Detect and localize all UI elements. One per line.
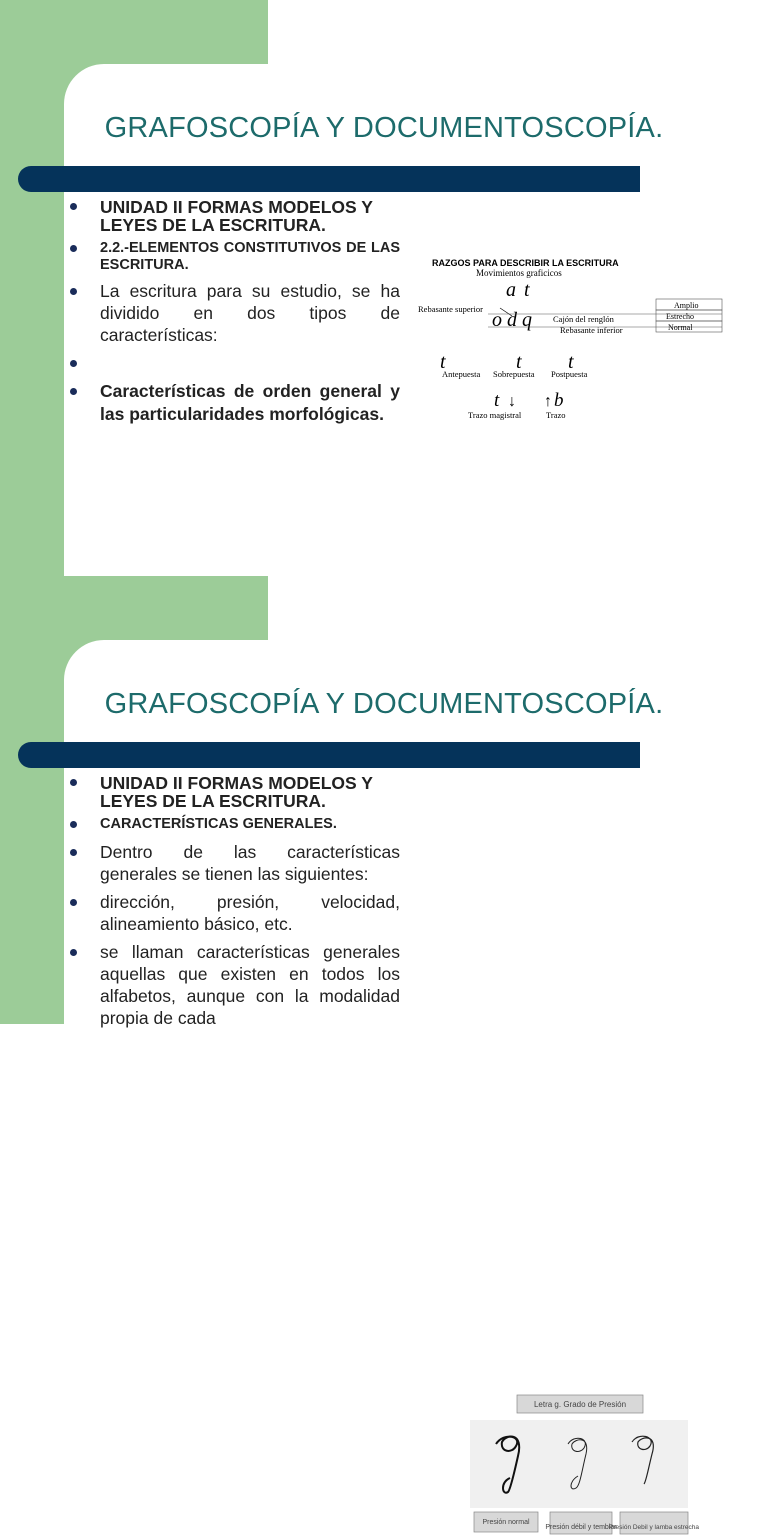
list-item: se llaman características generales aquellas que existen en todos los alfabetos, aunque con la modalidad propia de cada [70,941,400,1029]
list-item: Características de orden general y las particularidades morfológicas. [70,380,400,426]
pressure-figure [466,1394,699,1539]
label-rebasante-superior: Rebasante superior [418,304,483,314]
svg-text:t: t [524,279,530,301]
svg-text:t: t [516,351,522,373]
label-cajon: Cajón del renglón [553,314,614,324]
svg-text:t: t [494,390,500,411]
title-underline-bar [18,166,640,192]
figure-subheading: Movimientos graficicos [476,268,562,278]
arrow-up-icon: ↑ [544,393,552,410]
bullet-icon [70,288,77,295]
bullet-list [70,198,400,432]
bullet-icon [70,245,77,252]
box-label-amplio: Amplio [674,301,699,310]
bullet-icon [70,779,77,786]
label-trazo: Trazo [546,410,566,420]
list-item: CARACTERÍSTICAS GENERALES. [70,816,400,833]
writing-traits-figure [416,252,736,432]
list-item: La escritura para su estudio, se ha dividido en dos tipos de características: [70,280,400,346]
list-item: Dentro de las características generales se tienen las siguientes: [70,841,400,885]
label-antepuesta: Antepuesta [442,369,481,379]
bullet-icon [70,388,77,395]
label-sobrepuesta: Sobrepuesta [493,369,535,379]
svg-text:t: t [568,351,574,373]
bullet-icon [70,899,77,906]
slide-2 [0,576,768,1531]
list-item [70,352,400,374]
figure-heading: RAZGOS PARA DESCRIBIR LA ESCRITURA [432,258,619,268]
slide-title: GRAFOSCOPÍA Y DOCUMENTOSCOPÍA. [104,688,664,720]
list-item: UNIDAD II FORMAS MODELOS Y LEYES DE LA ESCRITURA. [70,198,400,234]
bullet-icon [70,849,77,856]
list-item: dirección, presión, velocidad, alineamiento básico, etc. [70,891,400,935]
label-rebasante-inferior: Rebasante inferior [560,325,623,335]
figure-title: Letra g. Grado de Presión [533,1400,627,1409]
bullet-icon [70,360,77,367]
letter-a-t: a [506,279,516,301]
label-postpuesta: Postpuesta [551,369,588,379]
label-trazo-magistral: Trazo magistral [468,410,522,420]
box-label-estrecho: Estrecho [666,312,694,321]
bullet-icon [70,821,77,828]
list-item: UNIDAD II FORMAS MODELOS Y LEYES DE LA ESCRITURA. [70,774,400,810]
bullet-list [70,774,400,1035]
svg-text:t: t [440,351,446,373]
bullet-icon [70,949,77,956]
list-item: 2.2.-ELEMENTOS CONSTITUTIVOS DE LAS ESCRITURA. [70,240,400,274]
title-underline-bar [18,742,640,768]
bullet-icon [70,203,77,210]
caption-presion-normal: Presión normal [482,1519,530,1526]
arrow-down-icon: ↓ [508,393,516,410]
caption-presion-debil: Presión débil y temblor [545,1524,617,1531]
slide-1 [0,0,768,576]
caption-presion-debil-lamba: Presión Debil y lamba estrecha [609,1524,699,1531]
letters-odq: o d q [492,309,532,331]
svg-text:b: b [554,390,564,411]
box-label-normal: Normal [668,323,693,332]
slide-title: GRAFOSCOPÍA Y DOCUMENTOSCOPÍA. [104,112,664,144]
